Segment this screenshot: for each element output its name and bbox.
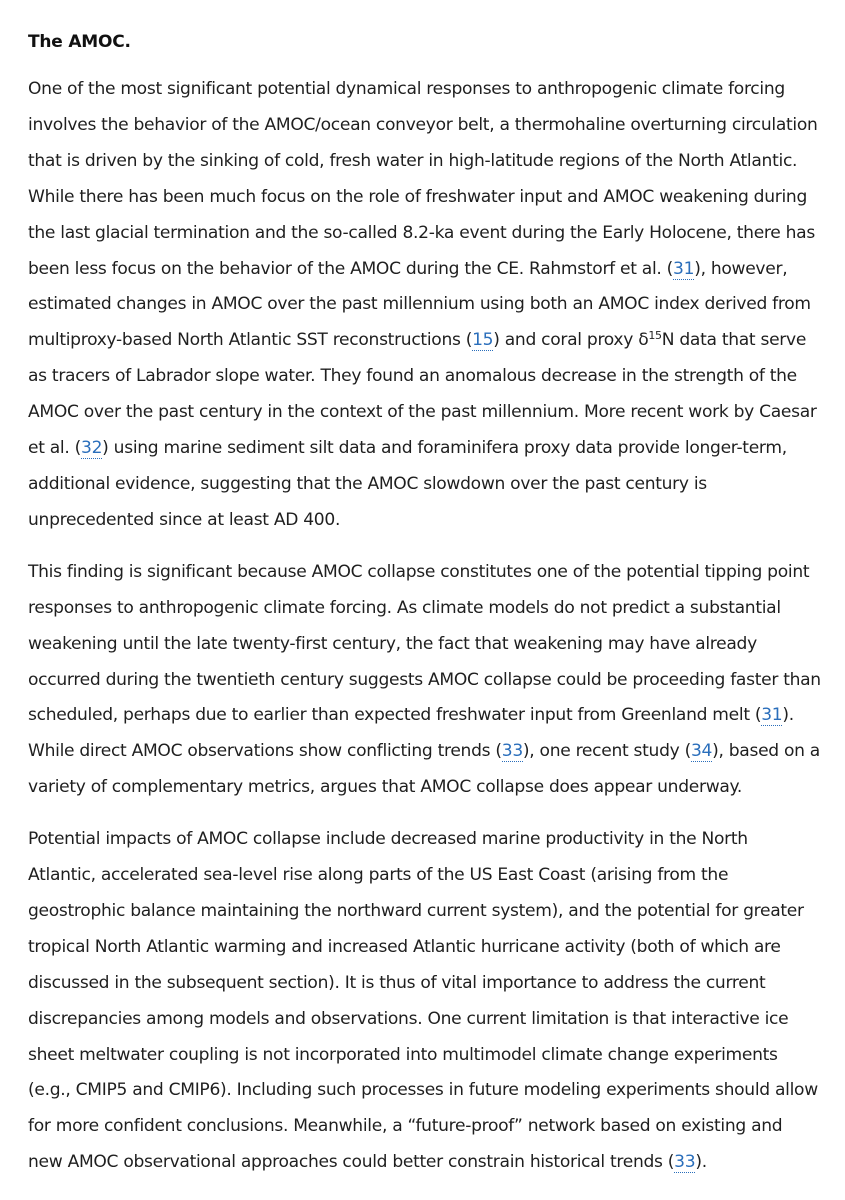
- text-line: that is driven by the sinking of cold, fresh water in high-latitude regions of the North Atlantic.: [28, 150, 798, 171]
- article-section: [28, 24, 828, 1197]
- text-fragment: ).: [695, 1152, 707, 1173]
- citation-link-34[interactable]: 34: [690, 741, 713, 762]
- text-line: occurred during the twentieth century suggests AMOC collapse could be proceeding faster than: [28, 669, 821, 690]
- text-line: additional evidence, suggesting that the AMOC slowdown over the past century is: [28, 473, 707, 494]
- text-line: weakening until the late twenty-first century, the fact that weakening may have already: [28, 633, 757, 654]
- text-line: variety of complementary metrics, argues that AMOC collapse does appear underway.: [28, 777, 743, 798]
- text-line: unprecedented since at least AD 400.: [28, 509, 341, 530]
- text-line: This finding is significant because AMOC collapse constitutes one of the potential tipping point: [28, 561, 810, 582]
- citation-link-33[interactable]: 33: [674, 1152, 696, 1173]
- text-line: for more confident conclusions. Meanwhile, a “future-proof” network based on existing and: [28, 1116, 783, 1137]
- text-fragment: ) and coral proxy δ: [493, 330, 649, 351]
- text-line: [28, 734, 828, 770]
- text-line: Atlantic, accelerated sea-level rise along parts of the US East Coast (arising from the: [28, 865, 729, 886]
- text-fragment: new AMOC observational approaches could better constrain historical trends (: [28, 1152, 675, 1173]
- text-fragment: N data that serve: [661, 330, 807, 351]
- text-line: tropical North Atlantic warming and increased Atlantic hurricane activity (both of which are: [28, 936, 781, 957]
- text-fragment: ), one recent study (: [522, 741, 691, 762]
- text-fragment: scheduled, perhaps due to earlier than expected freshwater input from Greenland melt (: [28, 705, 762, 726]
- text-line: [28, 323, 828, 359]
- paragraph-1: [28, 72, 828, 539]
- text-line: [28, 431, 828, 467]
- text-fragment: ), however,: [694, 258, 788, 279]
- paragraph-2: [28, 555, 828, 806]
- text-line: sheet meltwater coupling is not incorporated into multimodel climate change experiments: [28, 1044, 778, 1065]
- citation-link-31[interactable]: 31: [761, 705, 783, 726]
- text-line: AMOC over the past century in the context of the past millennium. More recent work by Caesar: [28, 402, 817, 423]
- text-line: responses to anthropogenic climate forcing. As climate models do not predict a substantial: [28, 597, 781, 618]
- text-fragment: ), based on a: [712, 741, 820, 762]
- text-line: discussed in the subsequent section). It is thus of vital importance to address the current: [28, 972, 766, 993]
- text-fragment: been less focus on the behavior of the AMOC during the CE. Rahmstorf et al. (: [28, 258, 674, 279]
- section-heading: The AMOC.: [28, 32, 131, 52]
- text-line: discrepancies among models and observations. One current limitation is that interactive ice: [28, 1008, 789, 1029]
- text-line: as tracers of Labrador slope water. They found an anomalous decrease in the strength of the: [28, 366, 797, 387]
- citation-link-32[interactable]: 32: [81, 438, 103, 459]
- text-line: One of the most significant potential dynamical responses to anthropogenic climate forcing: [28, 79, 785, 99]
- citation-link-33[interactable]: 33: [501, 741, 523, 762]
- text-line: the last glacial termination and the so-called 8.2-ka event during the Early Holocene, there has: [28, 222, 815, 243]
- text-fragment: ).: [782, 705, 794, 726]
- text-line: [28, 252, 828, 288]
- text-line: While there has been much focus on the role of freshwater input and AMOC weakening during: [28, 186, 808, 207]
- citation-link-31[interactable]: 31: [673, 258, 695, 279]
- text-line: (e.g., CMIP5 and CMIP6). Including such processes in future modeling experiments should allow: [28, 1080, 818, 1101]
- text-line: [28, 698, 828, 734]
- text-fragment: ) using marine sediment silt data and foraminifera proxy data provide longer-term,: [102, 438, 787, 459]
- text-fragment: While direct AMOC observations show conflicting trends (: [28, 741, 502, 762]
- text-line: involves the behavior of the AMOC/ocean conveyor belt, a thermohaline overturning circulation: [28, 114, 818, 135]
- text-line: estimated changes in AMOC over the past millennium using both an AMOC index derived from: [28, 294, 811, 315]
- text-line: geostrophic balance maintaining the northward current system), and the potential for greater: [28, 900, 804, 921]
- citation-link-15[interactable]: 15: [472, 330, 494, 351]
- text-fragment: et al. (: [28, 438, 82, 459]
- text-fragment: multiproxy-based North Atlantic SST reconstructions (: [28, 330, 473, 351]
- text-line: Potential impacts of AMOC collapse include decreased marine productivity in the North: [28, 829, 748, 850]
- superscript-15: 15: [648, 329, 662, 343]
- paragraph-3: [28, 822, 828, 1181]
- text-line: [28, 1145, 828, 1181]
